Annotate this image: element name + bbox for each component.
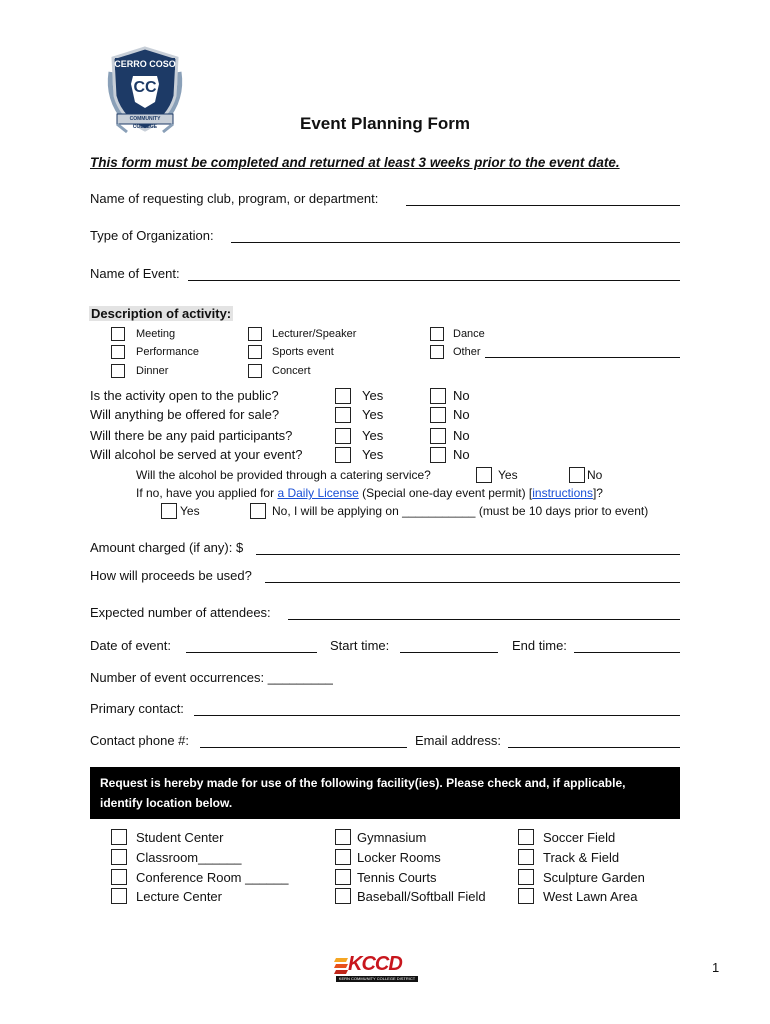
license-yes-checkbox[interactable] [161, 503, 177, 519]
dinner-checkbox[interactable] [111, 364, 125, 378]
facility-banner: Request is hereby made for use of the following facility(ies). Please check and, if applicable, identify location below. [90, 767, 680, 819]
email-field[interactable] [508, 747, 680, 748]
kccd-logo [334, 952, 424, 984]
end-time-field[interactable] [574, 652, 680, 653]
q-paid-yes-label: Yes [362, 428, 384, 443]
end-time-label: End time: [512, 638, 567, 653]
q-alcohol-no-label: No [453, 447, 470, 462]
dance-checkbox[interactable] [430, 327, 444, 341]
gymnasium-label: Gymnasium [357, 830, 427, 845]
license-question [136, 486, 603, 500]
west-lawn-checkbox[interactable] [518, 888, 534, 904]
event-name-field[interactable] [188, 280, 680, 281]
description-label: Description of activity: [91, 306, 232, 321]
page-number: 1 [712, 960, 720, 975]
kccd-logo-subtitle: KERN COMMUNITY COLLEGE DISTRICT [336, 976, 418, 982]
student-center-label: Student Center [136, 830, 224, 845]
q-paid-yes-checkbox[interactable] [335, 428, 351, 444]
track-field-checkbox[interactable] [518, 849, 534, 865]
q-alcohol-no-checkbox[interactable] [430, 447, 446, 463]
daily-license-link[interactable]: a Daily License [277, 486, 359, 500]
q-sale-no-checkbox[interactable] [430, 407, 446, 423]
lecturer-checkbox[interactable] [248, 327, 262, 341]
start-time-label: Start time: [330, 638, 390, 653]
q-paid-no-label: No [453, 428, 470, 443]
meeting-label: Meeting [136, 328, 176, 340]
primary-contact-label: Primary contact: [90, 701, 184, 716]
other-field[interactable] [485, 357, 680, 358]
track-field-label: Track & Field [543, 850, 620, 865]
q-alcohol-yes-label: Yes [362, 447, 384, 462]
q-paid-label: Will there be any paid participants? [90, 428, 293, 443]
q-alcohol-yes-checkbox[interactable] [335, 447, 351, 463]
locker-rooms-checkbox[interactable] [335, 849, 351, 865]
sports-checkbox[interactable] [248, 345, 262, 359]
attendees-label: Expected number of attendees: [90, 605, 271, 620]
q-public-label: Is the activity open to the public? [90, 388, 279, 403]
west-lawn-label: West Lawn Area [543, 889, 638, 904]
classroom-checkbox[interactable] [111, 849, 127, 865]
lecture-center-checkbox[interactable] [111, 888, 127, 904]
tennis-courts-label: Tennis Courts [357, 870, 437, 885]
event-name-label: Name of Event: [90, 266, 180, 281]
form-notice: This form must be completed and returned at least 3 weeks prior to the event date. [90, 155, 620, 170]
start-time-field[interactable] [400, 652, 498, 653]
other-label: Other [453, 346, 481, 358]
conference-room-checkbox[interactable] [111, 869, 127, 885]
date-field[interactable] [186, 652, 317, 653]
date-label: Date of event: [90, 638, 171, 653]
concert-checkbox[interactable] [248, 364, 262, 378]
classroom-label: Classroom______ [136, 850, 242, 865]
q-public-yes-checkbox[interactable] [335, 388, 351, 404]
q-alcohol-label: Will alcohol be served at your event? [90, 447, 303, 462]
email-label: Email address: [415, 733, 501, 748]
phone-field[interactable] [200, 747, 407, 748]
requesting-field[interactable] [406, 205, 680, 206]
lecturer-label: Lecturer/Speaker [272, 328, 357, 340]
sculpture-garden-checkbox[interactable] [518, 869, 534, 885]
meeting-checkbox[interactable] [111, 327, 125, 341]
primary-contact-field[interactable] [194, 715, 680, 716]
logo-initials: CC [133, 79, 157, 96]
license-no-checkbox[interactable] [250, 503, 266, 519]
attendees-field[interactable] [288, 619, 680, 620]
org-type-field[interactable] [231, 242, 680, 243]
catering-question: Will the alcohol be provided through a catering service? [136, 468, 431, 482]
soccer-field-checkbox[interactable] [518, 829, 534, 845]
student-center-checkbox[interactable] [111, 829, 127, 845]
logo-college-name: CERRO COSO [114, 59, 176, 69]
amount-label: Amount charged (if any): $ [90, 540, 244, 555]
org-type-label: Type of Organization: [90, 228, 214, 243]
soccer-field-label: Soccer Field [543, 830, 616, 845]
logo-ribbon: COMMUNITY COLLEGE [129, 116, 161, 130]
catering-no-label: No [587, 468, 603, 482]
amount-field[interactable] [256, 554, 680, 555]
q-public-yes-label: Yes [362, 388, 384, 403]
other-checkbox[interactable] [430, 345, 444, 359]
form-title: Event Planning Form [299, 114, 471, 133]
catering-yes-label: Yes [498, 468, 518, 482]
performance-checkbox[interactable] [111, 345, 125, 359]
requesting-label: Name of requesting club, program, or department: [90, 191, 379, 206]
performance-label: Performance [136, 346, 199, 358]
proceeds-label: How will proceeds be used? [90, 568, 252, 583]
license-pre-text: If no, have you applied for [136, 486, 275, 500]
catering-yes-checkbox[interactable] [476, 467, 492, 483]
q-public-no-checkbox[interactable] [430, 388, 446, 404]
baseball-field-label: Baseball/Softball Field [357, 889, 486, 904]
q-sale-yes-label: Yes [362, 407, 384, 422]
occurrences-label[interactable]: Number of event occurrences: _________ [90, 670, 333, 685]
catering-no-checkbox[interactable] [569, 467, 585, 483]
q-paid-no-checkbox[interactable] [430, 428, 446, 444]
dinner-label: Dinner [136, 365, 169, 377]
phone-label: Contact phone #: [90, 733, 190, 748]
q-public-no-label: No [453, 388, 470, 403]
sports-label: Sports event [272, 346, 334, 358]
q-sale-no-label: No [453, 407, 470, 422]
license-post-text: ]? [592, 486, 603, 500]
baseball-field-checkbox[interactable] [335, 888, 351, 904]
q-sale-label: Will anything be offered for sale? [90, 407, 280, 422]
instructions-link[interactable]: instructions [532, 486, 593, 500]
tennis-courts-checkbox[interactable] [335, 869, 351, 885]
conference-room-label: Conference Room ______ [136, 870, 289, 885]
dance-label: Dance [453, 328, 485, 340]
q-sale-yes-checkbox[interactable] [335, 407, 351, 423]
kccd-logo-text: KCCD [348, 953, 402, 975]
license-yes-label: Yes [180, 504, 200, 518]
concert-label: Concert [272, 365, 311, 377]
gymnasium-checkbox[interactable] [335, 829, 351, 845]
locker-rooms-label: Locker Rooms [357, 850, 441, 865]
license-mid-text: (Special one-day event permit) [ [362, 486, 533, 500]
proceeds-field[interactable] [265, 582, 680, 583]
lecture-center-label: Lecture Center [136, 889, 222, 904]
sculpture-garden-label: Sculpture Garden [543, 870, 645, 885]
license-no-label: No, I will be applying on ___________ (must be 10 days prior to event) [272, 504, 649, 518]
